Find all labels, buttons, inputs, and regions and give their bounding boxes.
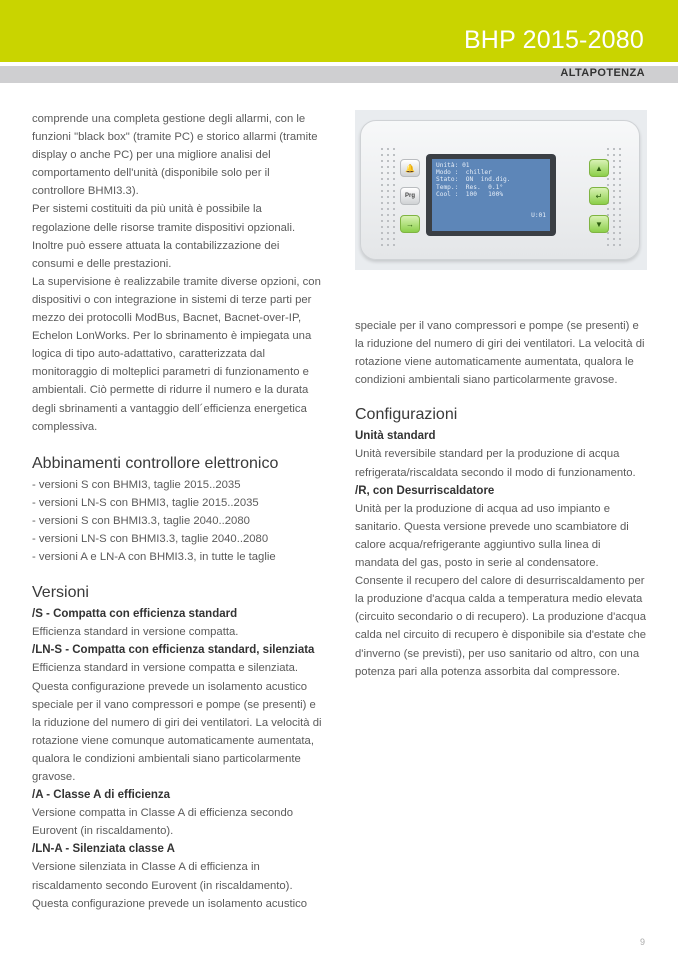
right-column [355, 317, 647, 681]
document-title: BHP 2015-2080 [463, 26, 644, 54]
list-item: - versioni S con BHMI3, taglie 2015..2035 [32, 478, 241, 491]
version-a-text: Versione compatta in Classe A di efficienza secondo Eurovent (in riscaldamento). [32, 807, 294, 838]
section-bar [0, 66, 678, 83]
page-number: 9 [639, 937, 645, 947]
config-r-title: /R, con Desurriscaldatore [355, 484, 495, 497]
version-lns-title: /LN-S - Compatta con efficienza standard, silenziata [32, 644, 315, 657]
prg-button-icon: Prg [400, 187, 420, 205]
abbinamenti-heading: Abbinamenti controllore elettronico [32, 454, 279, 472]
continued-paragraph: speciale per il vano compressori e pompe (se presenti) e la riduzione del numero di giri dei ventilatori. La velocità di rotazione viene automaticamente aumentata, qualora le condizioni ambientali siano particolarmente gravose. [355, 320, 645, 387]
enter-arrow-icon: ↵ [589, 187, 609, 205]
controller-photo [355, 110, 647, 270]
config-standard-title: Unità standard [355, 430, 436, 443]
lcd-footer: U:01 [531, 212, 546, 220]
controller-panel [360, 120, 640, 260]
lcd-line: Temp.: Res. 0.1° [436, 183, 504, 191]
up-arrow-icon: ▲ [589, 159, 609, 177]
lcd-line: Unità: 01 [436, 162, 470, 169]
abbinamenti-list [32, 476, 322, 566]
list-item: - versioni LN-S con BHMI3, taglie 2015..2035 [32, 496, 259, 509]
intro-paragraph: Per sistemi costituiti da più unità è possibile la regolazione delle risorse tramite dispositivi opzionali. Inoltre può essere attuata la contabilizzazione dei consumi e delle prestazioni. [32, 203, 296, 270]
left-column [32, 110, 322, 913]
configurazioni-heading: Configurazioni [355, 406, 458, 424]
lcd-line: Modo : chiller [436, 169, 492, 177]
header-bar [0, 0, 678, 62]
down-arrow-icon: ▼ [589, 215, 609, 233]
version-s-text: Efficienza standard in versione compatta. [32, 626, 239, 639]
version-lna-text: Versione silenziata in Classe A di efficienza in riscaldamento secondo Eurovent (in riscaldamento). Questa configurazione prevede un isolamento acustico [32, 861, 308, 910]
lcd-line: Cool : 100 100% [436, 190, 504, 198]
display-frame [426, 154, 556, 236]
speaker-dots-left [379, 146, 395, 246]
lcd-line: Stato: ON ind.dig. [436, 176, 511, 184]
section-label: ALTAPOTENZA [560, 67, 645, 79]
list-item: - versioni A e LN-A con BHMI3.3, in tutte le taglie [32, 551, 276, 564]
list-item: - versioni LN-S con BHMI3.3, taglie 2040..2080 [32, 532, 269, 545]
alarm-bell-icon: 🔔 [400, 159, 420, 177]
version-a-title: /A - Classe A di efficienza [32, 789, 171, 802]
intro-paragraph: comprende una completa gestione degli allarmi, con le funzioni "black box" (tramite PC) e storico allarmi (tramite display o anche PC) per una migliore analisi del comportamento dell'unità (disponibile solo per il controllore BHMI3.3). [32, 113, 318, 198]
versioni-heading: Versioni [32, 584, 89, 602]
version-lns-text: Efficienza standard in versione compatta e silenziata. Questa configurazione prevede un isolamento acustico speciale per il vano compressori e pompe (se presenti) e la riduzione del numero di giri dei ventilatori. La velocità di rotazione viene comunque automaticamente aumentata, qualora le condizioni ambientali siano particolarmente gravose. [32, 662, 322, 783]
lcd-display [432, 159, 550, 231]
intro-paragraph: La supervisione è realizzabile tramite diverse opzioni, con dispositivi o con integrazione in sistemi di terze parti per mezzo dei protocolli ModBus, Bacnet, Bacnet-over-IP, Echelon LonWorks. Per lo sbrinamento è impiegata una logica di tipo auto-adattativo, caratterizzata dal monitoraggio di molteplici parametri di funzionamento e ambientali. Ciò permette di ridurre il numero e la durata degli sbrinamenti a vantaggio dell´efficienza energetica complessiva. [32, 275, 321, 433]
config-standard-text: Unità reversibile standard per la produzione di acqua refrigerata/riscaldata secondo il modo di funzionamento. [355, 448, 636, 479]
version-lna-title: /LN-A - Silenziata classe A [32, 843, 175, 856]
version-s-title: /S - Compatta con efficienza standard [32, 608, 238, 621]
list-item: - versioni S con BHMI3.3, taglie 2040..2080 [32, 514, 250, 527]
config-r-text: Unità per la produzione di acqua ad uso impianto e sanitario. Questa versione prevede uno scambiatore di calore acqua/refrigerante aggiuntivo sulla linea di mandata del gas, posto in serie al condensatore. Consente il recupero del calore di desurriscaldamento per la produzione d'acqua calda a temperatura medio elevata (circuito secondario o di recupero). La produzione d'acqua calda nel circuito di recupero è disponibile sia d'estate che d'inverno (se previsti), per uso sanitario od altro, con una potenza pari alla potenza assorbita dal compressore. [355, 502, 647, 678]
esc-arrow-icon: → [400, 215, 420, 233]
